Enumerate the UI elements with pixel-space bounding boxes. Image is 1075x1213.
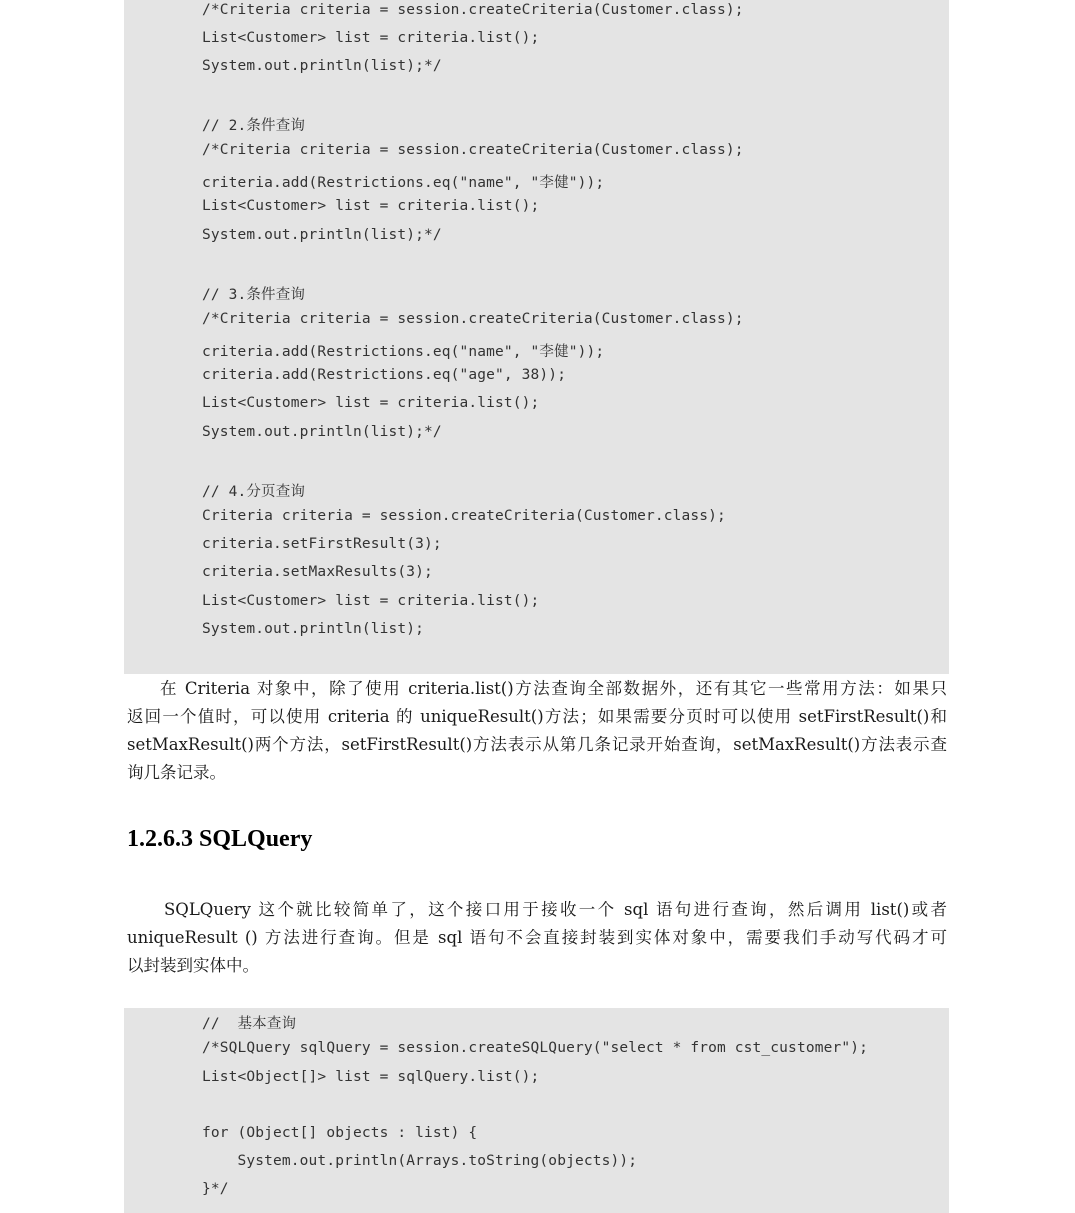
code-line: criteria.setMaxResults(3);	[202, 564, 433, 580]
code-line: System.out.println(list);*/	[202, 424, 442, 440]
code-line: /*Criteria criteria = session.createCriteria(Customer.class);	[202, 142, 744, 158]
paragraph-line: 在 Criteria 对象中，除了使用 criteria.list()方法查询全部数据外，还有其它一些常用方法：如果只	[160, 679, 947, 698]
code-comment: // 3.条件查询	[202, 287, 305, 303]
code-line: /*SQLQuery sqlQuery = session.createSQLQuery("select * from cst_customer");	[202, 1040, 868, 1056]
paragraph-line: 返回一个值时，可以使用 criteria 的 uniqueResult()方法；如果需要分页时可以使用 setFirstResult()和	[127, 707, 947, 726]
code-line: criteria.add(Restrictions.eq("name", "李健"));	[202, 175, 605, 191]
code-comment: // 基本查询	[202, 1016, 297, 1032]
code-line: System.out.println(list);*/	[202, 58, 442, 74]
code-line: List<Customer> list = criteria.list();	[202, 198, 540, 214]
paragraph-line: SQLQuery 这个就比较简单了，这个接口用于接收一个 sql 语句进行查询，然后调用 list()或者	[164, 900, 947, 919]
paragraph-line: 以封装到实体中。	[127, 956, 259, 975]
paragraph-line: uniqueResult () 方法进行查询。但是 sql 语句不会直接封装到实体对象中，需要我们手动写代码才可	[127, 928, 947, 947]
paragraph-sqlquery	[127, 896, 947, 980]
code-line: /*Criteria criteria = session.createCriteria(Customer.class);	[202, 2, 744, 18]
code-line: /*Criteria criteria = session.createCriteria(Customer.class);	[202, 311, 744, 327]
code-line: for (Object[] objects : list) {	[202, 1125, 478, 1141]
code-line: criteria.add(Restrictions.eq("name", "李健"));	[202, 344, 605, 360]
code-line: System.out.println(list);	[202, 621, 424, 637]
code-line: List<Customer> list = criteria.list();	[202, 395, 540, 411]
code-line: List<Object[]> list = sqlQuery.list();	[202, 1069, 540, 1085]
code-line: List<Customer> list = criteria.list();	[202, 30, 540, 46]
code-line: Criteria criteria = session.createCriteria(Customer.class);	[202, 508, 726, 524]
section-heading: 1.2.6.3 SQLQuery	[127, 826, 313, 852]
paragraph-line: setMaxResult()两个方法，setFirstResult()方法表示从第几条记录开始查询，setMaxResult()方法表示查	[127, 735, 947, 754]
code-comment: // 4.分页查询	[202, 484, 305, 500]
code-line: System.out.println(Arrays.toString(objects));	[202, 1153, 638, 1169]
code-line: List<Customer> list = criteria.list();	[202, 593, 540, 609]
paragraph-criteria-methods	[127, 675, 947, 787]
code-line: }*/	[202, 1181, 229, 1197]
code-comment: // 2.条件查询	[202, 118, 305, 134]
code-block-sqlquery	[124, 1008, 949, 1213]
code-line: criteria.setFirstResult(3);	[202, 536, 442, 552]
code-block-criteria	[124, 0, 949, 674]
code-line: criteria.add(Restrictions.eq("age", 38));	[202, 367, 567, 383]
code-line: System.out.println(list);*/	[202, 227, 442, 243]
paragraph-line: 询几条记录。	[127, 763, 226, 782]
